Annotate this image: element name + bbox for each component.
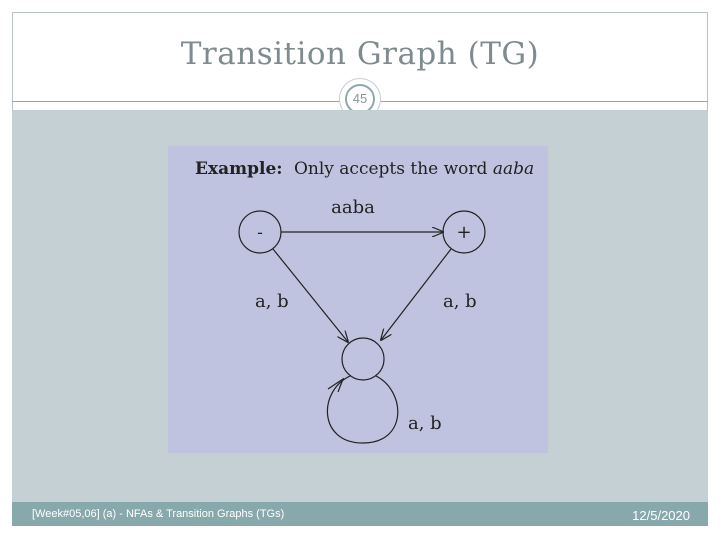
slide-footer (12, 502, 708, 526)
state-start-label: - (257, 223, 263, 243)
transition-graph-figure (168, 146, 548, 453)
example-heading (195, 159, 534, 179)
slide-title: Transition Graph (TG) (180, 36, 540, 72)
example-heading-word: aaba (492, 159, 535, 179)
edge-final-to-sink-label: a, b (443, 291, 477, 312)
edge-final-to-sink (381, 249, 451, 340)
footer-date: 12/5/2020 (632, 508, 690, 523)
edge-start-to-final-label: aaba (331, 197, 375, 218)
edge-start-to-sink-label: a, b (255, 291, 289, 312)
example-heading-text: Only accepts the word (293, 159, 493, 179)
example-heading-bold: Example: (195, 159, 283, 179)
page-number: 45 (345, 84, 375, 114)
edge-sink-loop-label: a, b (408, 413, 442, 434)
state-sink (342, 338, 384, 380)
footer-course-label: [Week#05,06] (a) - NFAs & Transition Graphs (TGs) (32, 508, 285, 520)
edge-sink-loop-arrowhead (328, 379, 343, 392)
edge-sink-loop (327, 376, 397, 443)
state-final-label: + (456, 222, 472, 243)
